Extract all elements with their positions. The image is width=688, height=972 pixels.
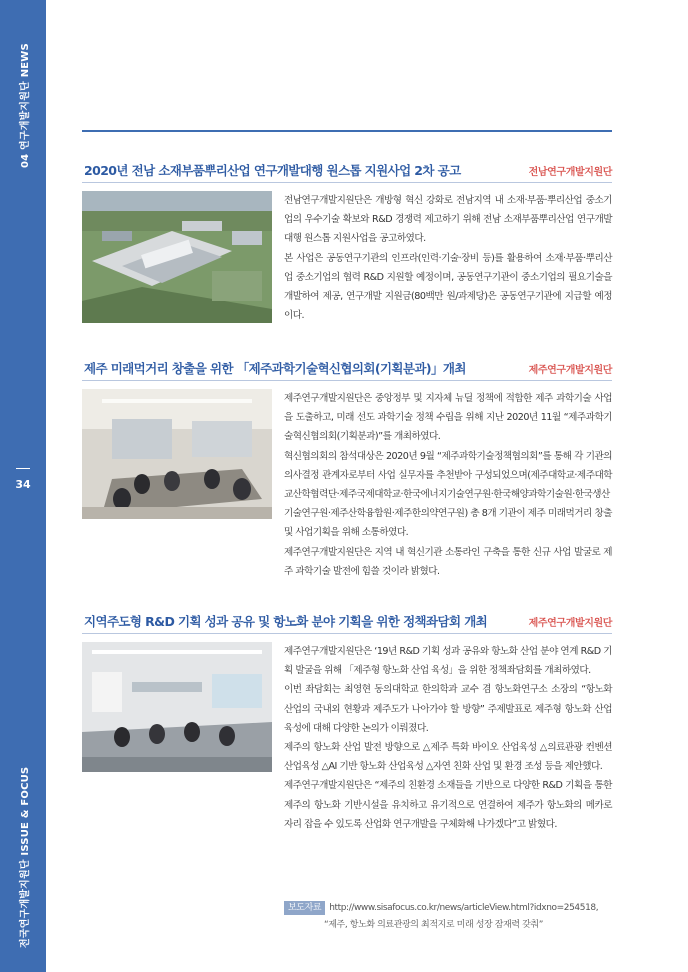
article-body xyxy=(82,389,612,581)
article-header xyxy=(82,358,612,381)
article-text xyxy=(284,642,612,834)
paragraph: 혁신협의회의 참석대상은 2020년 9월 “제주과학기술정책협의회”를 통해 각 기관의 의사결정 관계자로부터 사업 실무자를 추천받아 구성되었으며(제주대학교·제주대학교산학협력단·제주국제대학교·한국에너지기술연구원·한국해양과학기술원·한국생산기술연구원·제주산학융합원·제주한의약연구원) 총 8개 기관이 제주 미래먹거리 창출 및 사업기획을 위해 소통하였다. xyxy=(284,450,612,539)
article-text xyxy=(284,389,612,581)
press-badge: 보도자료 xyxy=(284,901,325,915)
press-release xyxy=(284,900,614,934)
paragraph: 제주연구개발지원단은 지역 내 혁신기관 소통라인 구축을 통한 신규 사업 발굴로 제주 과학기술 발전에 힘쓸 것이라 밝혔다. xyxy=(284,546,612,577)
article-title: 제주 미래먹거리 창출을 위한 「제주과학기술혁신협의회(기획분과)」개최 xyxy=(84,361,466,376)
article-source: 전남연구개발지원단 xyxy=(528,167,612,178)
article-jeju-antiaging xyxy=(82,611,612,834)
paragraph: 이번 좌담회는 최영현 동의대학교 한의학과 교수 겸 항노화연구소 소장의 “항노화 산업의 국내외 현황과 제주도가 나아가야 할 방향” 주제발표로 제주형 항노화 산업육성에 대해 다양한 논의가 이뤄졌다. xyxy=(284,684,612,734)
article-jeju-council xyxy=(82,358,612,581)
page-number: 34 xyxy=(15,478,31,491)
article-title: 지역주도형 R&D 기획 성과 공유 및 항노화 분야 기획을 위한 정책좌담회 개최 xyxy=(84,614,488,629)
article-source: 제주연구개발지원단 xyxy=(528,365,612,376)
article-title: 2020년 전남 소재부품뿌리산업 연구개발대행 원스톱 지원사업 2차 공고 xyxy=(84,163,461,178)
article-header xyxy=(82,160,612,183)
sidebar-section-label: 04 연구개발지원단 NEWS xyxy=(20,43,31,168)
article-text xyxy=(284,191,612,325)
paragraph: 제주연구개발지원단은 ‘19년 R&D 기획 성과 공유와 항노화 산업 분야 연계 R&D 기획 발굴을 위해 「제주형 항노화 산업 육성」을 위한 정책좌담회를 개최하였다. xyxy=(284,646,612,677)
paragraph: 제주연구개발지원단은 중앙정부 및 지자체 뉴딜 정책에 적합한 제주 과학기술 사업을 도출하고, 미래 선도 과학기술 정책 수립을 위해 지난 2020년 11월 “제주과학기술혁신협의회(기획분과)”를 개최하였다. xyxy=(284,393,612,443)
article-body xyxy=(82,191,612,325)
meeting-room-photo xyxy=(82,389,272,519)
press-release-line xyxy=(284,900,614,917)
press-url[interactable]: http://www.sisafocus.co.kr/news/articleView.html?idxno=254518, xyxy=(329,903,599,913)
press-title: “제주, 항노화 의료관광의 최적지로 미래 성장 잠재력 갖춰” xyxy=(324,920,543,930)
sidebar-publication-label: 전국연구개발지원단 ISSUE & FOCUS xyxy=(20,766,31,948)
article-source: 제주연구개발지원단 xyxy=(528,618,612,629)
article-jeonnam xyxy=(82,160,612,325)
page-number-divider xyxy=(16,468,30,469)
sidebar xyxy=(0,0,46,972)
article-body xyxy=(82,642,612,834)
paragraph: 전남연구개발지원단은 개방형 혁신 강화로 전남지역 내 소재·부품·뿌리산업 중소기업의 우수기술 확보와 R&D 경쟁력 제고하기 위해 전남 소재부품뿌리산업 연구개발대행 원스톱 지원사업을 공고하였다. xyxy=(284,195,612,245)
paragraph: 본 사업은 공동연구기관의 인프라(인력·기술·장비 등)를 활용하여 소재·부품·뿌리산업 중소기업의 협력 R&D 지원할 예정이며, 공동연구기관이 중소기업의 필요기술을 개발하여 제공, 연구개발 지원금(80백만 원/과제당)은 공동연구기관에 지급할 예정이다. xyxy=(284,252,612,322)
article-header xyxy=(82,611,612,634)
conference-photo xyxy=(82,642,272,772)
paragraph: 제주연구개발지원단은 “제주의 친환경 소재들을 기반으로 다양한 R&D 기획을 통한 제주의 항노화 기반시설을 유치하고 유기적으로 연결하여 제주가 항노화의 메카로 자리 잡을 수 있도록 산업화 연구개발을 구체화해 나가겠다”고 밝혔다. xyxy=(284,780,612,830)
top-rule xyxy=(82,130,612,132)
aerial-campus-photo xyxy=(82,191,272,323)
paragraph: 제주의 항노화 산업 발전 방향으로 △제주 특화 바이오 산업육성 △의료관광 컨벤션 산업육성 △AI 기반 항노화 산업육성 △자연 친화 산업 및 환경 조성 등을 제안했다. xyxy=(284,742,612,773)
